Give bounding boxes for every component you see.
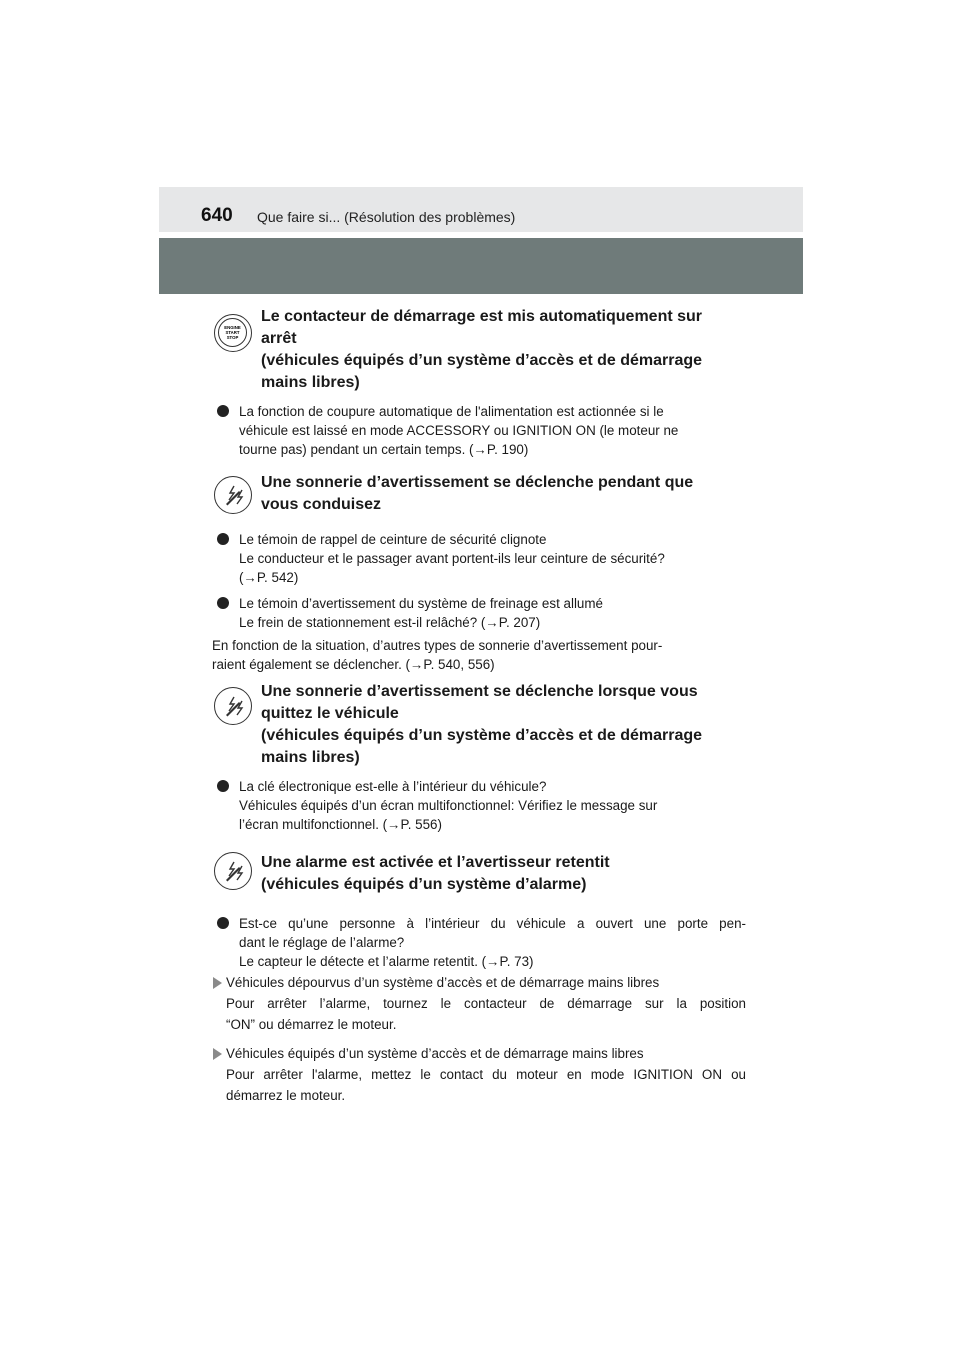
icon-label: ENGINE <box>224 325 241 330</box>
warning-buzzer-icon <box>214 687 252 725</box>
bullet-item: Le témoin d’avertissement du système de freinage est allumé Le frein de stationnement est-il relâché? (→P. 207) <box>212 594 746 632</box>
section-heading <box>212 852 746 908</box>
bullet-dot <box>217 405 229 417</box>
bullet-item: La fonction de coupure automatique de l'alimentation est actionnée si le véhicule est laissé en mode ACCESSORY ou IGNITION ON (le moteur ne tourne pas) pendant un certain temps. (→P. 190) <box>212 402 746 459</box>
bullet-item: La clé électronique est-elle à l’intérieur du véhicule? Véhicules équipés d’un écran multifonctionnel: Vérifiez le message sur l’écran multifonctionnel. (→P. 556) <box>212 777 746 834</box>
section-alarm <box>212 852 746 1106</box>
bullet-dot <box>217 780 229 792</box>
warning-buzzer-icon <box>214 852 252 890</box>
warning-buzzer-icon <box>214 476 252 514</box>
page-number: 640 <box>201 205 233 226</box>
section-title: Une alarme est activée et l’avertisseur retentit (véhicules équipés d’un système d’alarme) <box>261 854 610 893</box>
bullet-item: Est-ce qu’une personne à l’intérieur du véhicule a ouvert une porte pen- dant le réglage de l’alarme? Le capteur le détecte et l’alarme retentit. (→P. 73) <box>212 914 746 971</box>
section-heading <box>212 681 746 769</box>
section-band <box>159 238 803 294</box>
arrow-marker <box>213 1048 222 1060</box>
arrow-item: Véhicules dépourvus d’un système d’accès et de démarrage mains libres Pour arrêter l’alarme, tournez le contacteur de démarrage sur la position “ON” ou démarrez le moteur. <box>212 972 746 1035</box>
section-title: Le contacteur de démarrage est mis automatiquement sur arrêt (véhicules équipés d’un système d’accès et de démarrage mains libres) <box>261 308 703 391</box>
icon-label: START <box>225 330 240 335</box>
engine-start-stop-icon <box>214 314 252 352</box>
section-buzzer-driving <box>212 472 746 674</box>
bullet-dot <box>217 533 229 545</box>
section-auto-off <box>212 306 746 459</box>
icon-label: STOP <box>226 335 239 340</box>
arrow-item: Véhicules équipés d’un système d’accès et de démarrage mains libres Pour arrêter l'alarme, mettez le contact du moteur en mode IGNITION ON ou démarrez le moteur. <box>212 1043 746 1106</box>
chapter-title: Que faire si... (Résolution des problèmes) <box>257 209 516 225</box>
bullet-item: Le témoin de rappel de ceinture de sécurité clignote Le conducteur et le passager avant portent-ils leur ceinture de sécurité? (→P. 542) <box>212 530 746 587</box>
section-title: Une sonnerie d’avertissement se déclenche pendant que vous conduisez <box>261 474 694 513</box>
arrow-marker <box>213 977 222 989</box>
note-text: En fonction de la situation, d’autres types de sonnerie d’avertissement pour- raient également se déclencher. (→P. 540, 556) <box>212 638 663 672</box>
section-heading <box>212 472 746 528</box>
bullet-dot <box>217 597 229 609</box>
section-heading <box>212 306 746 394</box>
section-buzzer-leaving <box>212 681 746 834</box>
section-title: Une sonnerie d’avertissement se déclenche lorsque vous quittez le véhicule (véhicules équipés d’un système d’accès et de démarrage mains libres) <box>261 683 703 766</box>
bullet-dot <box>217 917 229 929</box>
page-content <box>212 306 746 1106</box>
